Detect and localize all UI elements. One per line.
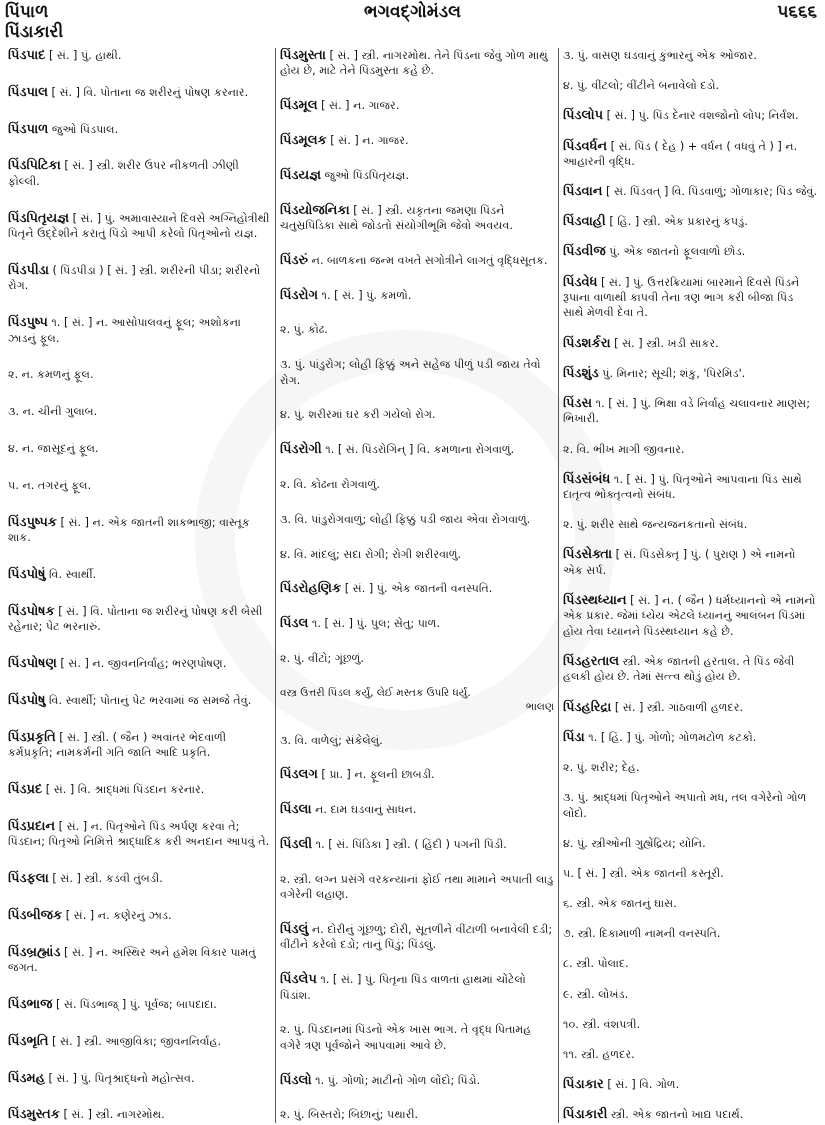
headword: પિંડપુષ્પ	[8, 315, 48, 331]
dictionary-entry	[8, 819, 271, 850]
page-header	[0, 0, 825, 42]
definition: ૩. પું. પાંડુરોગ; લોહી ફિક્કું અને સહેજ પીળું પડી જાય તેવો રોગ.	[280, 358, 541, 387]
dictionary-entry	[563, 184, 817, 199]
sub-sense	[280, 407, 554, 422]
sub-sense	[563, 78, 817, 93]
definition: [ સં. ] ન. પિતૃઓને પિંડ અર્પણ કરવાં તે; પિંડદાન; પિતૃઓ નિમિત્તે શ્રાદ્ધાદિક કરી અનદાન આપવું તે.	[8, 819, 270, 849]
definition: ૧. [ સં. ] પું. કમળો.	[317, 288, 412, 302]
dictionary-entry	[280, 922, 554, 953]
headword: પિંડભાજ	[8, 996, 53, 1012]
headword: પિંડસ્થધ્યાન	[563, 593, 627, 609]
dictionary-entry	[280, 802, 554, 817]
dictionary-entry	[8, 1071, 271, 1086]
definition: [ સં. પિંડસેક્તૃ ] પું. ( પુરાણ ) એ નામનો એક સર્પ.	[563, 548, 796, 577]
definition: [ સં. ] ન. એક જાતની શાકભાજી; વાસ્તૂક શાક.	[8, 515, 250, 545]
definition: [ સં. ] સ્ત્રી. યકૃતના જમણા પિંડને ચતુસ્રપિંડિકા સાથે જોડતો સંયોગીભૂમિ જેવો અવયવ.	[280, 203, 514, 232]
sub-sense	[280, 357, 554, 388]
definition: ૪. પું. શરીરમાં ઘર કરી ગયેલો રોગ.	[280, 408, 436, 422]
definition: [ સં. ] વિ. શ્રાદ્ધમાં પિંડદાન કરનાર.	[42, 782, 205, 796]
definition: [ પ્રા. ] ન. ફૂલની છાબડી.	[317, 768, 435, 782]
headword: પિંડરોગ	[280, 287, 318, 303]
definition: [ સં. ] સ્ત્રી. ગાંઠવાળી હળદર.	[611, 700, 744, 714]
dictionary-entry	[8, 908, 271, 923]
dictionary-entry	[563, 139, 817, 170]
headword: પિંડમુસ્તા	[280, 48, 326, 63]
definition: [ હિં. ] સ્ત્રી. એક પ્રકારનું કપડું.	[605, 215, 748, 229]
definition: ૧. [ સં. પિંડિકા ] સ્ત્રી. ( હિંદી ) પગની પિંડી.	[312, 837, 507, 851]
dictionary-entry	[8, 567, 271, 582]
sub-sense	[563, 48, 817, 63]
dictionary-entry	[280, 972, 554, 1003]
headword: પિંડહરિદ્રા	[563, 699, 612, 715]
dictionary-entry	[280, 253, 554, 268]
definition: ૧. [ સં. ] પું. પિતૃઓને આપવાના પિંડ સાથે દાતૃત્વ ભોક્તૃત્વનો સંબંધ.	[563, 472, 802, 502]
sub-sense	[563, 760, 817, 775]
dictionary-entry	[8, 122, 271, 137]
headword: પિંડસ	[563, 395, 593, 411]
definition: [ સં. ] પું. પિતૃશ્રાદ્ધનો મહોત્સવ.	[44, 1071, 195, 1085]
definition: [ સં. ] વિ. પોતાના જ શરીરનું પોષણ કરનાર.	[47, 85, 249, 99]
headword: પિંડયજ્ઞ	[280, 167, 322, 183]
definition: વિ. સ્વાર્થી; પોતાનું પેટ ભરવામાં જ સમજે તેવું.	[45, 693, 252, 707]
definition: [ સં. પિંડવત્ ] વિ. પિંડવાળું; ગોળાકાર; પિંડ જેવું.	[602, 185, 818, 199]
dictionary-entry	[280, 1073, 554, 1088]
headword: પિંડપોષુ	[8, 692, 46, 708]
guide-word-last: પિંડાકારી	[5, 22, 64, 42]
definition: ૩. ન. ચીની ગુલાબ.	[8, 405, 98, 419]
headword: પિંડપોષક	[8, 603, 55, 619]
definition: ૧. [ સં. ] ન. આસોપાલવનું ફૂલ; અશોકના ઝાડનું ફૂલ.	[8, 316, 241, 345]
headword: પિંડમહ	[8, 1070, 45, 1086]
dictionary-entry	[563, 1107, 817, 1122]
headword: પિંડવીજ	[563, 244, 606, 260]
quotation	[280, 686, 554, 713]
headword: પિંડપાદ	[8, 48, 46, 63]
definition: ૬. સ્ત્રી. એક જાતનું ઘાસ.	[563, 897, 677, 911]
dictionary-entry	[563, 730, 817, 745]
definition: ૨. વિ. કોઢના રોગવાળું.	[280, 477, 380, 491]
dictionary-entry	[8, 782, 271, 797]
dictionary-entry	[8, 158, 271, 189]
headword: પિંડાકાર	[563, 1077, 604, 1093]
definition: ૨. પું. કોઢ.	[280, 323, 328, 337]
definition: [ સં. ] વિ. ગોળ.	[603, 1078, 680, 1092]
definition: ૨. પું. પિંડદાનમાં પિંડનો એક ખાસ ભાગ. તે વૃદ્ધ પિતામહ વગેરે ત્રણ પૂર્વજોને આપવામાં આવે છે.	[280, 1023, 532, 1052]
definition: ૮. સ્ત્રી. પોલાદ.	[563, 957, 629, 971]
headword: પિંડભૃતિ	[8, 1033, 49, 1049]
headword: પિંડપાલ	[8, 84, 48, 100]
sub-sense	[8, 478, 271, 493]
headword: પિંડપિટિકા	[8, 158, 61, 174]
dictionary-entry	[8, 604, 271, 635]
dictionary-entry	[8, 730, 271, 761]
sub-sense	[280, 733, 554, 748]
definition: ન. દોરીનું ગૂંછળું; દોરી, સૂતળીને વીંટાળી બનાવેલી દડી; વીંટીને કરેલો દડો; તાનું પિંડું; પિંડલું.	[280, 922, 553, 952]
definition: [ સં. ] પું. પિંડ દેનાર વંશજોનો લોપ; નિર્વંશ.	[603, 109, 799, 123]
definition: ૩. પું. વાસણ ઘડવાનું કુંભારનું એક ઓજાર.	[563, 49, 757, 62]
dictionary-entry	[280, 133, 554, 148]
definition: [ સં. ] સ્ત્રી. નાગરમોથ. તેને પિંડના જેવું ગોળ માથું હોય છે, માટે તેને પિંડમુસ્તા કહે છે.	[280, 49, 548, 78]
sub-sense	[280, 547, 554, 562]
dictionary-entry	[563, 108, 817, 123]
definition: ૨. સ્ત્રી. લગ્ન પ્રસંગે વરકન્યાનાં ફોઈ તથા મામાને અપાતી લાડુ વગેરેની લહાણ.	[280, 872, 554, 902]
definition: [ સં. ] પું. હાથી.	[45, 49, 122, 62]
headword: પિંડલોપ	[563, 108, 604, 124]
dictionary-entry	[8, 1107, 271, 1122]
sub-sense	[563, 1047, 817, 1062]
definition: ૧૧. સ્ત્રી. હળદર.	[563, 1047, 635, 1061]
headword: પિંડપિતૃયજ્ઞ	[8, 210, 70, 226]
headword: પિંડપાળ	[8, 121, 49, 137]
dictionary-entry	[8, 1034, 271, 1049]
definition: ૨. પું. શરીર સાથે જન્યજનકતાનો સંબંધ.	[563, 518, 748, 532]
sub-sense	[280, 1107, 554, 1122]
headword: પિંડબ્રહ્માંડ	[8, 944, 61, 960]
headword: પિંડમૂલ	[280, 98, 318, 114]
headword: પિંડમૂલક	[280, 133, 327, 148]
definition: [ સં. ] સ્ત્રી. ( જૈન ) અવાંતર ભેદવાળી કર્મપ્રકૃતિ; નામકર્મની ગતિ જાતિ આદિ પ્રકૃતિ.	[8, 730, 227, 760]
headword: પિંડશર્કરા	[563, 335, 611, 351]
headword: પિંડપ્રદાન	[8, 818, 56, 834]
definition: ૪. પું. વીંટલો; વીંટીને બનાવેલો દડો.	[563, 79, 720, 93]
definition: [ સં. ] ન. જીવનનિર્વાહ; ભરણપોષણ.	[56, 657, 227, 671]
sub-sense	[563, 836, 817, 851]
dictionary-entry	[563, 396, 817, 427]
definition: ૧. [ સં. ] પું. પુલ; સેતુ; પાળ.	[308, 617, 441, 631]
sub-sense	[280, 651, 554, 666]
sub-sense	[563, 896, 817, 911]
headword: પિંડપોષણ	[8, 656, 57, 672]
dictionary-entry	[280, 168, 554, 183]
dictionary-entry	[8, 211, 271, 242]
definition: [ સં. ] ન. કણેરનું ઝાડ.	[62, 908, 172, 922]
dictionary-entry	[563, 366, 817, 381]
definition: [ સં. ] ન. ગાજર.	[326, 134, 409, 147]
definition: ૨. ન. કમળનું ફૂલ.	[8, 368, 94, 382]
definition: ૭. સ્ત્રી. દિકામાળી નામની વનસ્પતિ.	[563, 927, 721, 941]
dictionary-entry	[563, 654, 817, 685]
definition: ૧૦. સ્ત્રી. વંશપત્રી.	[563, 1017, 641, 1031]
definition: સ્ત્રી. એક જાતનો ખાદ્ય પદાર્થ.	[607, 1108, 744, 1122]
definition: [ સં. ] પું. અમાવાસ્યાને દિવસે અગ્નિહોત્રીથી પિતૃને ઉદ્દેશીને કરાતું પિંડો આપી કરેલો પિતૃઓનો યજ્ઞ.	[8, 211, 270, 241]
headword: પિંડહરતાલ	[563, 654, 620, 669]
dictionary-entry	[563, 1077, 817, 1092]
sub-sense	[563, 1017, 817, 1032]
entry-columns	[4, 48, 821, 1123]
definition: વિ. સ્વાર્થી.	[45, 567, 97, 581]
sub-sense	[280, 322, 554, 337]
headword: પિંડપુષ્પક	[8, 514, 57, 530]
headword: પિંડમુસ્તક	[8, 1107, 60, 1123]
headword: પિંડાકારી	[563, 1107, 608, 1123]
dictionary-entry	[280, 48, 554, 79]
headword: પિંડરોગી	[280, 442, 322, 458]
sub-sense	[280, 512, 554, 527]
dictionary-entry	[8, 997, 271, 1012]
dictionary-entry	[563, 336, 817, 351]
definition: ૪. વિ. માંદલું; સદા રોગી; રોગી શરીરવાળું.	[280, 547, 462, 561]
headword: પિંડલું	[280, 921, 309, 937]
dictionary-entry	[563, 700, 817, 715]
definition: ૧. [ સં. પિંડરોગિન્ ] વિ. કમળાના રોગવાળું.	[321, 443, 515, 457]
quote-attribution: ભાલણ	[525, 701, 554, 714]
definition: [ સં. ] સ્ત્રી. કડવી તુંબડી.	[48, 871, 163, 885]
definition: ન. બાળકના જન્મ વખતે સગોત્રીને લાગતું વૃદ્ધિસૂતક.	[308, 253, 548, 267]
page-number: ૫૬૬૬	[777, 2, 817, 22]
sub-sense	[280, 477, 554, 492]
definition: પું. મિનાર; સૂચી; શંકુ, 'પિરમિડ'.	[598, 366, 746, 380]
sub-sense	[280, 872, 554, 903]
dictionary-entry	[8, 315, 271, 346]
book-title: ભગવદ્ગોમંડલ	[364, 2, 461, 22]
headword: પિંડલેપ	[280, 972, 317, 988]
headword: પિંડલો	[280, 1072, 312, 1088]
definition: જુઓ પિંડપાલ.	[48, 122, 119, 136]
dictionary-entry	[8, 656, 271, 671]
definition: [ સં. ] સ્ત્રી. શરીર ઉપર નીકળતી ઝીણી ફોલ્લી.	[8, 159, 239, 188]
definition: [ સં. ] પું. એક જાતની વનસ્પતિ.	[341, 582, 493, 596]
dictionary-entry	[8, 263, 271, 294]
headword: પિંડશુંડ	[563, 365, 599, 381]
dictionary-entry	[563, 214, 817, 229]
sub-sense	[8, 404, 271, 419]
dictionary-entry	[8, 48, 271, 63]
definition: [ સં. પિંડભાજ્ ] પું. પૂર્વજ; બાપદાદા.	[52, 997, 217, 1011]
dictionary-entry	[8, 871, 271, 886]
definition: [ સં. ] ન. ( જૈન ) ધર્મધ્યાનનો એ નામનો એક પ્રકાર. જેમાં ધ્યેય એટલે ધ્યાનનું આલંબન પિંડમાં હોય તેવા ધ્યાનને પિંડસ્થધ્યાન કહે છે.	[563, 594, 816, 638]
dictionary-entry	[280, 767, 554, 782]
sub-sense	[8, 367, 271, 382]
sub-sense	[563, 926, 817, 941]
definition: [ સં. ] પું. ઉત્તરક્રિયામાં બારમાને દિવસે પિંડને રૂપાના વાળાથી કાપવી તેના ત્રણ ભાગ કરી બીજા પિંડ સાથે મેળવી દેવા તે.	[563, 275, 800, 320]
definition: [ સં. પિંડ ( દેહ ) + વર્ધન ( વધવું તે ) ] ન. આહારની વૃદ્ધિ.	[563, 139, 798, 168]
dictionary-entry	[8, 945, 271, 976]
column-1	[4, 48, 275, 1123]
headword: પિંડપોષું	[8, 566, 46, 582]
definition: પું. એક જાતનો ફૂલવાળો છોડ.	[605, 245, 746, 259]
column-2	[275, 48, 558, 1123]
dictionary-entry	[563, 547, 817, 578]
dictionary-entry	[280, 837, 554, 852]
headword: પિંડરું	[280, 252, 309, 268]
guide-word-first: પિંપાળ	[5, 2, 49, 22]
sub-sense	[8, 441, 271, 456]
dictionary-entry	[563, 275, 817, 321]
column-3	[558, 48, 821, 1123]
headword: પિંડા	[563, 729, 585, 745]
definition: ન. દામ ઘડવાનું સાધન.	[311, 803, 417, 817]
headword: પિંડરોહણિક	[280, 581, 342, 597]
headword: પિંડફલા	[8, 870, 49, 886]
sub-sense	[563, 517, 817, 532]
dictionary-entry	[8, 693, 271, 708]
headword: પિંડસેક્તા	[563, 547, 613, 563]
sub-sense	[280, 1022, 554, 1053]
headword: પિંડલ	[280, 616, 309, 632]
headword: પિંડલા	[280, 802, 312, 818]
headword: પિંડવર્ધન	[563, 138, 608, 154]
definition: ૫. [ સં. ] સ્ત્રી. એક જાતની કસ્તૂરી.	[563, 866, 724, 880]
dictionary-entry	[280, 616, 554, 631]
definition: [ સં. ] સ્ત્રી. ખડી સાકર.	[610, 336, 719, 350]
definition: સ્ત્રી. એક જાતની હરતાલ. તે પિંડ જેવી હલકી હોય છે. તેમાં સત્ત્વ થોડું હોય છે.	[563, 655, 795, 684]
definition: [ સં. ] વિ. પોતાના જ શરીરનું પોષણ કરી બેસી રહેનાર; પેટ ભરનારું.	[8, 604, 263, 634]
dictionary-entry	[8, 85, 271, 100]
headword: પિંડપ્રદ	[8, 781, 43, 797]
dictionary-entry	[280, 203, 554, 234]
definition: ૧. [ હિં. ] પું. ગોળો; ગોળમટોળ કટકો.	[584, 730, 757, 744]
definition: ૪. પું. સ્ત્રીઓની ગુહ્યેંદ્રિય; યોનિ.	[563, 836, 706, 850]
dictionary-entry	[280, 581, 554, 596]
definition: ૨. પું. વીંટો; ગૂંછળું.	[280, 651, 364, 665]
definition: ૧. [ સં. ] પું. પિતૃના પિંડ વાળતાં હાથમાં ચોંટેલો પિંડાંશ.	[280, 973, 526, 1002]
definition: ૯. સ્ત્રી. લોખંડ.	[563, 987, 629, 1001]
headword: પિંડલગ	[280, 767, 318, 783]
definition: ૧. [ સં. ] પું. ભિક્ષા વડે નિર્વાહ ચલાવનાર માણસ; ભિખારી.	[563, 396, 810, 426]
quote-text: વસ્ત્ર ઉત્તરી પિંડલ કર્યું, લેઈ મસ્તક ઉપરિ ધર્યું.	[280, 686, 471, 699]
definition: [ સં. ] ન. અસ્થિર અને હમેશ વિકાર પામતું જગત.	[8, 945, 256, 975]
headword: પિંડપીડા	[8, 262, 49, 278]
headword: પિંડલી	[280, 836, 313, 852]
dictionary-entry	[280, 442, 554, 457]
sub-sense	[563, 987, 817, 1002]
sub-sense	[563, 442, 817, 457]
headword: પિંડવાહી	[563, 214, 606, 230]
definition: ( પિંડપીડા ) [ સં. ] સ્ત્રી. શરીરની પીડા; શરીરનો રોગ.	[8, 263, 261, 293]
definition: ૧. પું. ગોળો; માટીનો ગોળ લોંદો; પિંડો.	[311, 1073, 481, 1087]
headword: પિંડસંબંધ	[563, 471, 611, 487]
definition: [ સં. ] ન. ગાજર.	[317, 99, 400, 113]
definition: ૫. ન. તગરનું ફૂલ.	[8, 478, 92, 492]
definition: જુઓ પિંડપિતૃયજ્ઞ.	[321, 168, 410, 182]
headword: પિંડયોજનિકા	[280, 202, 350, 218]
definition: [ સં. ] સ્ત્રી. આજીવિકા; જીવનનિર્વાહ.	[48, 1034, 222, 1048]
sub-sense	[563, 790, 817, 821]
definition: ૪. ન. જાસૂદનું ફૂલ.	[8, 442, 99, 456]
definition: ૨. વિ. ભીખ માગી જીવનાર.	[563, 442, 685, 456]
dictionary-entry	[563, 593, 817, 639]
definition: ૩. પું. શ્રાદ્ધમાં પિતૃઓને અપાતો મધ, તલ વગેરેનો ગોળ લોંદો.	[563, 791, 807, 820]
headword: પિંડવેધ	[563, 274, 598, 290]
definition: ૩. વિ. પાંડુરોગવાળું; લોહી ફિક્કું પડી જાય એવા રોગવાળું.	[280, 512, 531, 526]
dictionary-entry	[563, 244, 817, 259]
definition: ૨. પું. શરીર; દેહ.	[563, 760, 640, 774]
headword: પિંડબીજક	[8, 907, 63, 923]
dictionary-entry	[280, 98, 554, 113]
dictionary-entry	[8, 515, 271, 546]
headword: પિંડપ્રકૃતિ	[8, 729, 56, 745]
definition: [ સં. ] સ્ત્રી. નાગરમોથ.	[59, 1108, 165, 1122]
dictionary-entry	[280, 288, 554, 303]
definition: ૩. વિ. વાળેલું; સંકેલેલું.	[280, 733, 383, 747]
definition: ૨. પું. બિસ્તરો; બિછાનું; પથારી.	[280, 1108, 419, 1122]
sub-sense	[563, 956, 817, 971]
headword: પિંડવાન	[563, 184, 603, 200]
dictionary-entry	[563, 472, 817, 503]
sub-sense	[563, 866, 817, 881]
